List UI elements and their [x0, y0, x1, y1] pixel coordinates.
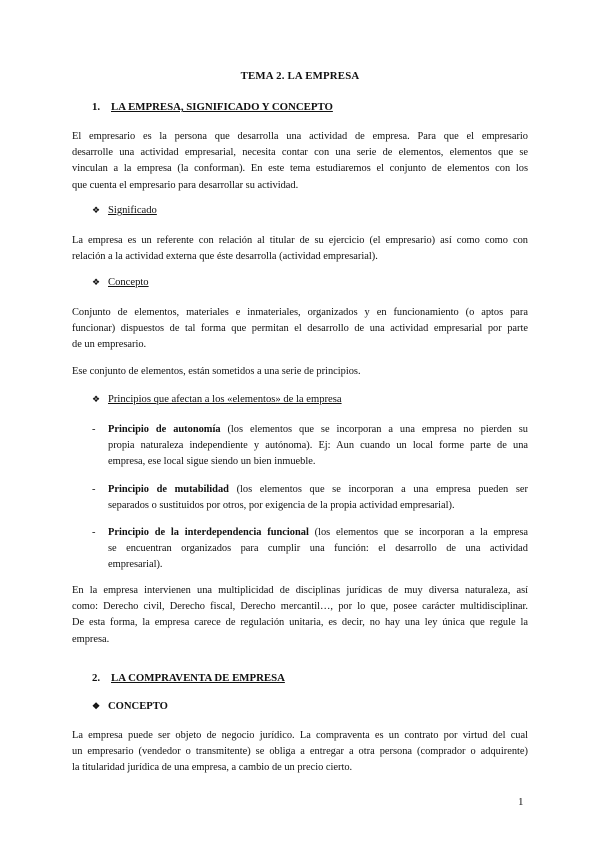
dash-bullet: - [92, 484, 96, 495]
section-2-concepto-heading: ❖ CONCEPTO [92, 701, 168, 712]
significado-paragraph: La empresa es un referente con relación al titular de su ejercicio (el empresario) así como como con relación a la actividad externa que éste desarrolla (actividad empresarial). [72, 235, 528, 263]
principle-term: Principio de autonomía [108, 424, 221, 435]
concepto-paragraph: Conjunto de elementos, materiales e inmateriales, organizados y en funcionamiento (o aptos para funcionar) dispuestos de tal forma que permitan el desarrollo de una actividad empresarial por parte de un empresario. [72, 307, 528, 351]
dash-bullet: - [92, 424, 96, 435]
diamond-bullet-icon: ❖ [92, 394, 101, 404]
page-number: 1 [518, 796, 524, 808]
document-title: TEMA 2. LA EMPRESA [240, 70, 360, 82]
section-2-title: LA COMPRAVENTA DE EMPRESA [111, 672, 285, 684]
diamond-bullet-icon: ❖ [92, 205, 101, 215]
section-2-number: 2. [92, 672, 101, 684]
section-1-title: LA EMPRESA, SIGNIFICADO Y CONCEPTO [111, 101, 333, 113]
dash-bullet: - [92, 527, 96, 538]
compraventa-paragraph: La empresa puede ser objeto de negocio jurídico. La compraventa es un contrato por virtud del cual un empresario (vendedor o transmitente) se obliga a entregar a otra persona (comprador o adquirente) la titularidad jurídica de una empresa, a cambio de un precio cierto. [72, 730, 528, 774]
intro-paragraph: El empresario es la persona que desarrolla una actividad de empresa. Para que el empresario desarrolle una actividad empresarial, necesita contar con una serie de elementos, elementos que se vinculan a la empresa (la conforman). En este tema estudiaremos el conjunto de elementos con los que cuenta el empresario para desarrollar su actividad. [72, 131, 528, 191]
significado-heading: ❖ Significado [92, 205, 157, 216]
principle-term: Principio de mutabilidad [108, 484, 229, 495]
concepto-paragraph-2: Ese conjunto de elementos, están sometidos a una serie de principios. [72, 366, 361, 377]
section-1-number: 1. [92, 101, 101, 113]
section-1-heading [92, 101, 333, 113]
diamond-bullet-icon: ❖ [92, 701, 101, 711]
section-2-heading [92, 672, 285, 684]
principle-term: Principio de la interdependencia funcional [108, 527, 309, 538]
concepto-heading: ❖ Concepto [92, 277, 149, 288]
closing-paragraph: En la empresa intervienen una multiplicidad de disciplinas jurídicas de muy diversa naturaleza, así como: Derecho civil, Derecho fiscal, Derecho mercantil…, por lo que, posee carácter multidisciplinar. De esta forma, la empresa carece de regulación unitaria, es decir, no hay una ley única que regule la empresa. [72, 585, 528, 645]
principle-interdependencia: - Principio de la interdependencia funcional (los elementos que se incorporan a la empresa se encuentran organizados para cumplir una función: el desarrollo de una actividad empresarial). [92, 527, 529, 571]
principle-autonomia: - Principio de autonomía (los elementos que se incorporan a una empresa no pierden su propia naturaleza independiente y autónoma). Ej: Aun cuando un local forme parte de una empresa, ese local sigue siendo un bien inmueble. [92, 424, 528, 468]
principios-heading: ❖ Principios que afectan a los «elementos» de la empresa [92, 394, 342, 405]
diamond-bullet-icon: ❖ [92, 277, 101, 287]
principle-mutabilidad: - Principio de mutabilidad (los elementos que se incorporan a una empresa pueden ser separados o sustituidos por otros, por exigencia de la propia actividad empresarial). [92, 484, 528, 512]
